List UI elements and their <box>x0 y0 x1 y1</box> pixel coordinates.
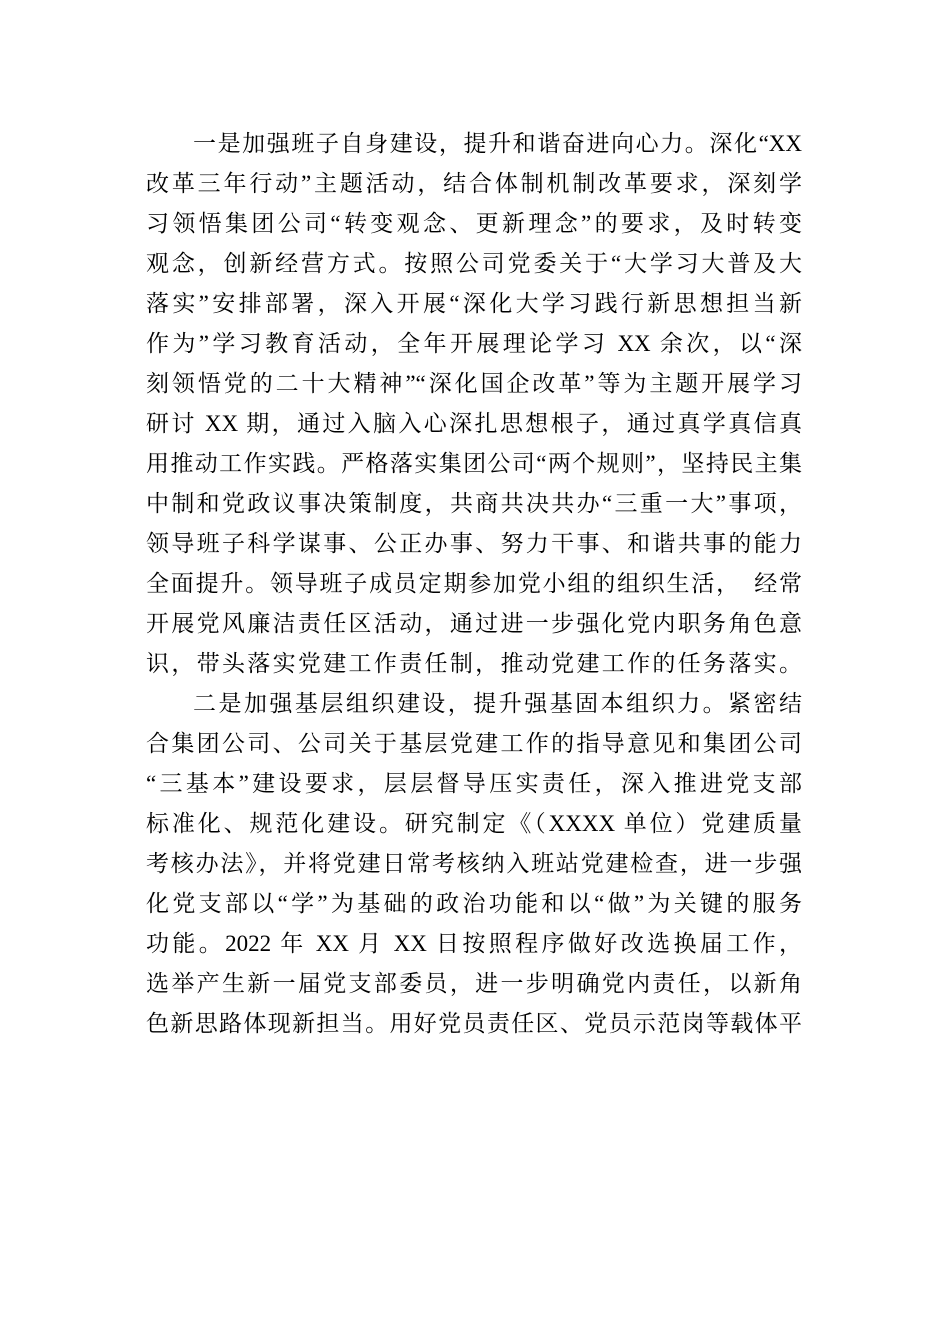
paragraph-2 <box>146 684 802 1044</box>
document-body <box>146 124 802 1044</box>
text-line: 化党支部以“学”为基础的政治功能和以“做”为关键的服务 <box>146 891 802 916</box>
text-line: 刻领悟党的二十大精神”“深化国企改革”等为主题开展学习 <box>146 371 802 396</box>
text-line: 色新思路体现新担当。用好党员责任区、党员示范岗等载体平 <box>146 1011 802 1036</box>
text-line: 标准化、规范化建设。研究制定《（XXXX 单位）党建质量 <box>146 811 802 836</box>
text-line: 考核办法》，并将党建日常考核纳入班站党建检查，进一步强 <box>146 851 802 876</box>
text-line: 落实”安排部署，深入开展“深化大学习践行新思想担当新 <box>146 291 802 316</box>
text-line: 选举产生新一届党支部委员，进一步明确党内责任，以新角 <box>146 971 802 996</box>
text-line: 功能。2022 年 XX 月 XX 日按照程序做好改选换届工作， <box>146 931 802 956</box>
text-line: 中制和党政议事决策制度，共商共决共办“三重一大”事项， <box>146 491 802 516</box>
text-line: 领导班子科学谋事、公正办事、努力干事、和谐共事的能力 <box>146 531 802 556</box>
paragraph-1 <box>146 124 802 684</box>
text-line: 改革三年行动”主题活动，结合体制机制改革要求，深刻学 <box>146 171 802 196</box>
text-line: 二是加强基层组织建设，提升强基固本组织力。紧密结 <box>193 691 802 716</box>
text-line: 用推动工作实践。严格落实集团公司“两个规则”，坚持民主集 <box>146 451 802 476</box>
text-line: 作为”学习教育活动，全年开展理论学习 XX 余次，以“深 <box>146 331 802 356</box>
text-line: 研讨 XX 期，通过入脑入心深扎思想根子，通过真学真信真 <box>146 411 802 436</box>
text-line: 观念，创新经营方式。按照公司党委关于“大学习大普及大 <box>146 251 802 276</box>
text-line: 合集团公司、公司关于基层党建工作的指导意见和集团公司 <box>146 731 802 756</box>
text-line: 一是加强班子自身建设，提升和谐奋进向心力。深化“XX <box>193 131 802 156</box>
text-line: “三基本”建设要求，层层督导压实责任，深入推进党支部 <box>146 771 802 796</box>
text-line: 识，带头落实党建工作责任制，推动党建工作的任务落实。 <box>146 651 802 676</box>
text-line: 开展党风廉洁责任区活动，通过进一步强化党内职务角色意 <box>146 611 802 636</box>
text-line: 习领悟集团公司“转变观念、更新理念”的要求，及时转变 <box>146 211 802 236</box>
text-line: 全面提升。领导班子成员定期参加党小组的组织生活， 经常 <box>146 571 802 596</box>
